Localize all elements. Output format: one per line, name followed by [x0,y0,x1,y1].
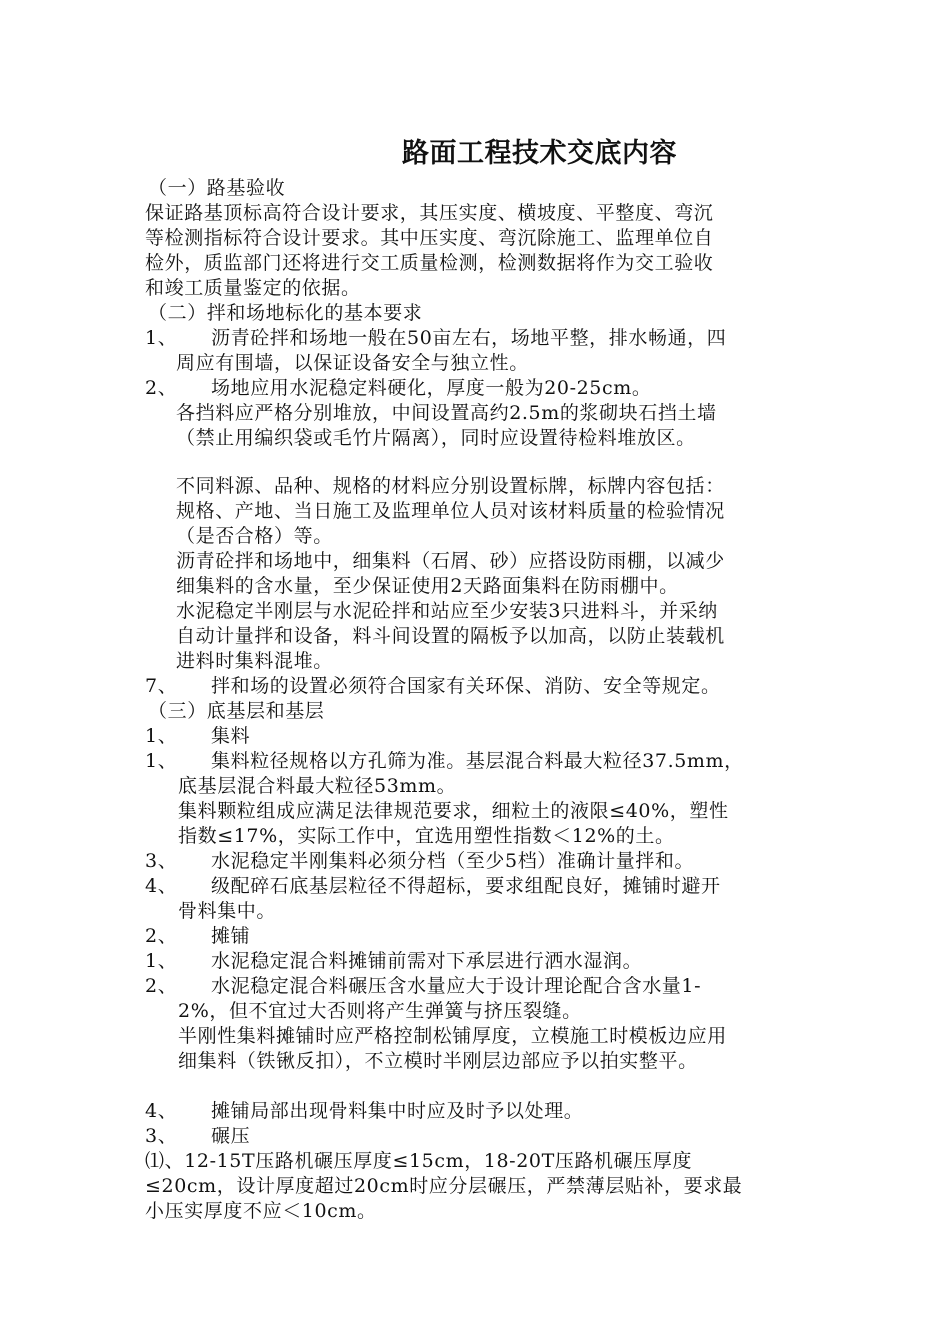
list-item [145,974,701,998]
list-number: 2、 [145,925,178,947]
list-item [145,326,726,350]
list-item-continuation: 小压实厚度不应＜10cm。 [145,1200,377,1222]
list-item-continuation: ≤20cm，设计厚度超过20cm时应分层碾压，严禁薄层贴补，要求最 [145,1175,743,1197]
subsection-heading [145,924,250,948]
section-heading-3: （三）底基层和基层 [148,700,325,722]
list-number: 4、 [145,875,178,897]
subsection-label: 集料 [211,725,251,747]
list-item [145,1099,583,1123]
paragraph-line: 检外，质监部门还将进行交工质量检测，检测数据将作为交工验收 [145,252,714,274]
list-item-continuation: 周应有围墙，以保证设备安全与独立性。 [176,352,529,374]
list-item-continuation: （是否合格）等。 [176,525,333,547]
list-item: 不同料源、品种、规格的材料应分别设置标牌，标牌内容包括： [176,475,725,497]
list-text: 水泥稳定半刚集料必须分档（至少5档）准确计量拌和。 [211,850,695,872]
list-number: 1、 [145,750,178,772]
list-item [145,749,744,773]
list-item: 集料颗粒组成应满足法律规范要求，细粒土的液限≤40%，塑性 [178,800,729,822]
list-item-continuation: 指数≤17%，实际工作中，宜选用塑性指数＜12%的土。 [178,825,675,847]
list-item-continuation: 进料时集料混堆。 [176,650,333,672]
paragraph-line: 和竣工质量鉴定的依据。 [145,277,361,299]
section-heading-1: （一）路基验收 [148,177,286,199]
subsection-label: 摊铺 [211,925,251,947]
list-item-continuation: 细集料（铁锹反扣），不立模时半刚层边部应予以拍实整平。 [178,1050,698,1072]
list-item [145,674,721,698]
list-text: 水泥稳定混合料摊铺前需对下承层进行洒水湿润。 [211,950,643,972]
list-number: 1、 [145,725,178,747]
list-item-continuation: 细集料的含水量，至少保证使用2天路面集料在防雨棚中。 [176,575,679,597]
list-item-continuation: 底基层混合料最大粒径53mm。 [178,775,457,797]
list-item: 半刚性集料摊铺时应严格控制松铺厚度，立模施工时模板边应用 [178,1025,727,1047]
list-item: ⑴、12-15T压路机碾压厚度≤15cm，18-20T压路机碾压厚度 [145,1150,693,1172]
list-item-continuation: 骨料集中。 [178,900,277,922]
list-text: 级配碎石底基层粒径不得超标，要求组配良好，摊铺时避开 [211,875,721,897]
subsection-heading [145,1124,250,1148]
list-number: 7、 [145,675,178,697]
list-number: 2、 [145,377,178,399]
list-item-continuation: 自动计量拌和设备，料斗间设置的隔板予以加高，以防止装载机 [176,625,725,647]
list-text: 集料粒径规格以方孔筛为准。基层混合料最大粒径37.5mm， [211,750,744,772]
list-number: 3、 [145,850,178,872]
list-item-continuation: 规格、产地、当日施工及监理单位人员对该材料质量的检验情况 [176,500,725,522]
list-text: 场地应用水泥稳定料硬化，厚度一般为20-25cm。 [211,377,652,399]
list-text: 拌和场的设置必须符合国家有关环保、消防、安全等规定。 [211,675,721,697]
list-number: 1、 [145,950,178,972]
list-text: 摊铺局部出现骨料集中时应及时予以处理。 [211,1100,584,1122]
list-item [145,874,721,898]
paragraph-line: 保证路基顶标高符合设计要求，其压实度、横坡度、平整度、弯沉 [145,202,714,224]
subsection-heading [145,724,250,748]
list-text: 沥青砼拌和场地一般在50亩左右，场地平整，排水畅通，四 [211,327,727,349]
list-item [145,849,694,873]
section-heading-2: （二）拌和场地标化的基本要求 [148,302,423,324]
list-item [145,376,651,400]
list-item-continuation: 2%，但不宜过大否则将产生弹簧与挤压裂缝。 [178,1000,582,1022]
list-item: 各挡料应严格分别堆放，中间设置高约2.5m的浆砌块石挡土墙 [176,402,717,424]
list-item [145,949,642,973]
page-title: 路面工程技术交底内容 [402,138,677,169]
list-item: 沥青砼拌和场地中，细集料（石屑、砂）应搭设防雨棚，以减少 [176,550,725,572]
list-number: 2、 [145,975,178,997]
list-number: 3、 [145,1125,178,1147]
list-number: 4、 [145,1100,178,1122]
list-number: 1、 [145,327,178,349]
list-text: 水泥稳定混合料碾压含水量应大于设计理论配合含水量1- [211,975,702,997]
list-item: 水泥稳定半刚层与水泥砼拌和站应至少安装3只进料斗，并采纳 [176,600,718,622]
subsection-label: 碾压 [211,1125,251,1147]
paragraph-line: 等检测指标符合设计要求。其中压实度、弯沉除施工、监理单位自 [145,227,714,249]
list-item-continuation: （禁止用编织袋或毛竹片隔离），同时应设置待检料堆放区。 [176,427,696,449]
